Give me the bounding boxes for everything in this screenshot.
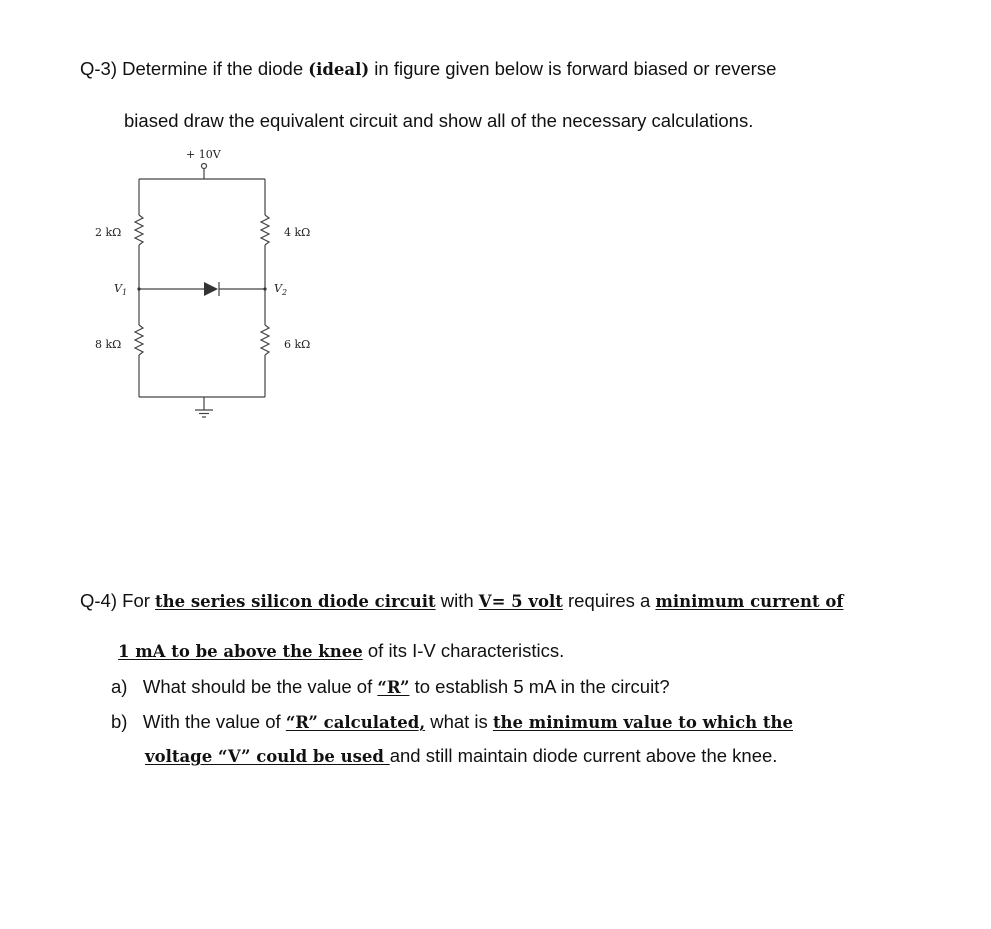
- diode-symbol: [204, 282, 218, 296]
- q4-b-voltage-emphasis: voltage “V” could be used: [145, 747, 390, 766]
- resistor-8k-symbol: [135, 325, 143, 355]
- q3-text: Q-3) Determine if the diode: [80, 58, 309, 79]
- q4-b-text-end: and still maintain diode current above the knee.: [389, 745, 778, 766]
- q4-text-iv: of its I-V characteristics.: [362, 640, 565, 661]
- q4-question-line-1: [80, 590, 843, 612]
- q4-series-circuit-emphasis: the series silicon diode circuit: [155, 592, 436, 611]
- resistor-8k-label: 8 kΩ: [95, 338, 122, 351]
- node-v2-label: [274, 282, 287, 297]
- resistor-4k-label: 4 kΩ: [284, 226, 311, 239]
- node-v1-label: [114, 282, 127, 297]
- node-v1-sub: 1: [121, 288, 128, 298]
- node-v2-letter: V: [274, 282, 282, 295]
- q4-a-text-cont: to establish 5 mA in the circuit?: [409, 676, 670, 697]
- q4-voltage-emphasis: V= 5 volt: [478, 592, 563, 611]
- q4-text-with: with: [435, 590, 479, 611]
- supply-terminal: [202, 164, 207, 169]
- q4-question-line-2: [118, 640, 564, 662]
- q4-text: Q-4) For: [80, 590, 156, 611]
- q3-ideal-emphasis: (ideal): [308, 60, 370, 79]
- q4-b-text: With the value of: [142, 711, 286, 732]
- supply-label: + 10V: [186, 148, 221, 161]
- q4-b-min-value-emphasis: the minimum value to which the: [492, 713, 793, 732]
- node-v2-dot: [263, 287, 266, 290]
- q4-part-a: [111, 676, 670, 698]
- q4-b-text-mid: what is: [425, 711, 493, 732]
- q4-a-r-emphasis: “R”: [377, 678, 410, 697]
- node-v1-dot: [137, 287, 140, 290]
- q3-question-line-2: biased draw the equivalent circuit and show all of the necessary calculations.: [124, 110, 754, 131]
- resistor-4k-symbol: [261, 215, 269, 245]
- node-v2-sub: 2: [281, 288, 288, 298]
- q4-min-current-emphasis: minimum current of: [655, 592, 844, 611]
- q3-text-cont: in figure given below is forward biased or reverse: [369, 58, 777, 79]
- node-v1-letter: V: [114, 282, 122, 295]
- q4-part-b: [111, 711, 793, 733]
- q4-text-requires: requires a: [562, 590, 656, 611]
- resistor-2k-symbol: [135, 215, 143, 245]
- resistor-2k-label: 2 kΩ: [95, 226, 122, 239]
- bridge-circuit-diagram: [80, 140, 340, 430]
- q4-b-label: b): [111, 711, 128, 732]
- resistor-6k-symbol: [261, 325, 269, 355]
- q4-a-label: a): [111, 676, 128, 697]
- q3-question-line-1: [80, 58, 776, 80]
- q4-a-text: What should be the value of: [142, 676, 378, 697]
- resistor-6k-label: 6 kΩ: [284, 338, 311, 351]
- q4-part-b-line-2: [145, 745, 777, 767]
- q4-b-r-emphasis: “R” calculated,: [285, 713, 426, 732]
- q4-knee-emphasis: 1 mA to be above the knee: [118, 642, 363, 661]
